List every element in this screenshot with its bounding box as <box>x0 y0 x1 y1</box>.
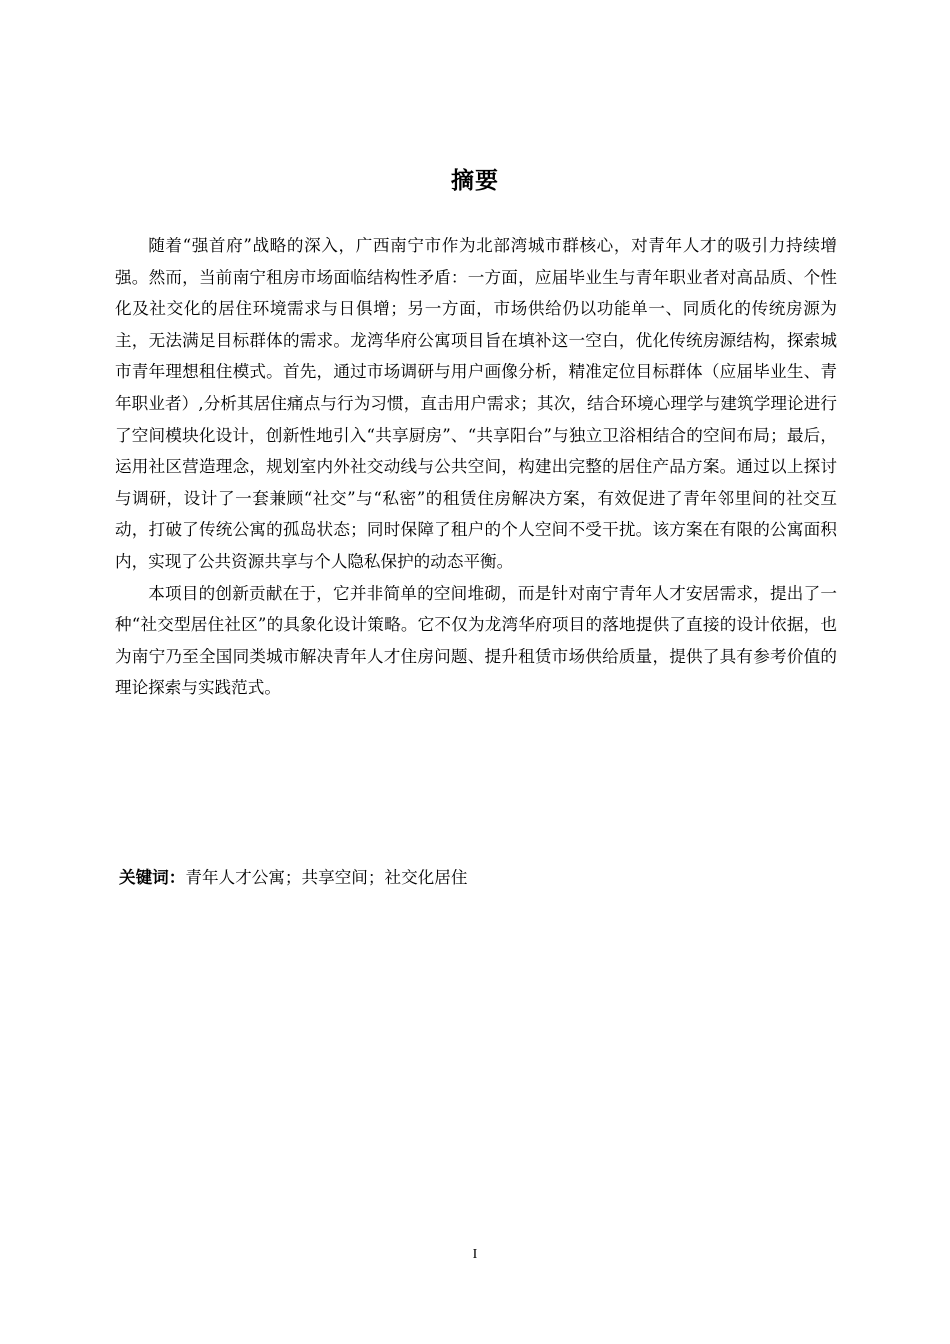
abstract-paragraph-2: 本项目的创新贡献在于，它并非简单的空间堆砌，而是针对南宁青年人才安居需求，提出了一种“社交型居住社区”的具象化设计策略。它不仅为龙湾华府项目的落地提供了直接的设计依据，也为南宁乃至全国同类城市解决青年人才住房问题、提升租赁市场供给质量，提供了具有参考价值的理论探索与实践范式。 <box>115 583 837 698</box>
keywords-line <box>119 862 467 894</box>
abstract-body <box>115 230 837 704</box>
page-number: I <box>472 1247 478 1262</box>
keywords-label: 关键词： <box>119 868 186 887</box>
keywords-value: 青年人才公寓；共享空间；社交化居住 <box>185 868 468 887</box>
abstract-paragraph-1: 随着“强首府”战略的深入，广西南宁市作为北部湾城市群核心，对青年人才的吸引力持续增强。然而，当前南宁租房市场面临结构性矛盾：一方面，应届毕业生与青年职业者对高品质、个性化及社交化的居住环境需求与日俱增；另一方面，市场供给仍以功能单一、同质化的传统房源为主，无法满足目标群体的需求。龙湾华府公寓项目旨在填补这一空白，优化传统房源结构，探索城市青年理想租住模式。首先，通过市场调研与用户画像分析，精准定位目标群体（应届毕业生、青年职业者）,分析其居住痛点与行为习惯，直击用户需求；其次，结合环境心理学与建筑学理论进行了空间模块化设计，创新性地引入“共享厨房”、“共享阳台”与独立卫浴相结合的空间布局；最后，运用社区营造理念，规划室内外社交动线与公共空间，构建出完整的居住产品方案。通过以上探讨与调研，设计了一套兼顾“社交”与“私密”的租赁住房解决方案，有效促进了青年邻里间的社交互动，打破了传统公寓的孤岛状态；同时保障了租户的个人空间不受干扰。该方案在有限的公寓面积内，实现了公共资源共享与个人隐私保护的动态平衡。 <box>115 236 837 571</box>
abstract-title: 摘要 <box>451 168 499 194</box>
